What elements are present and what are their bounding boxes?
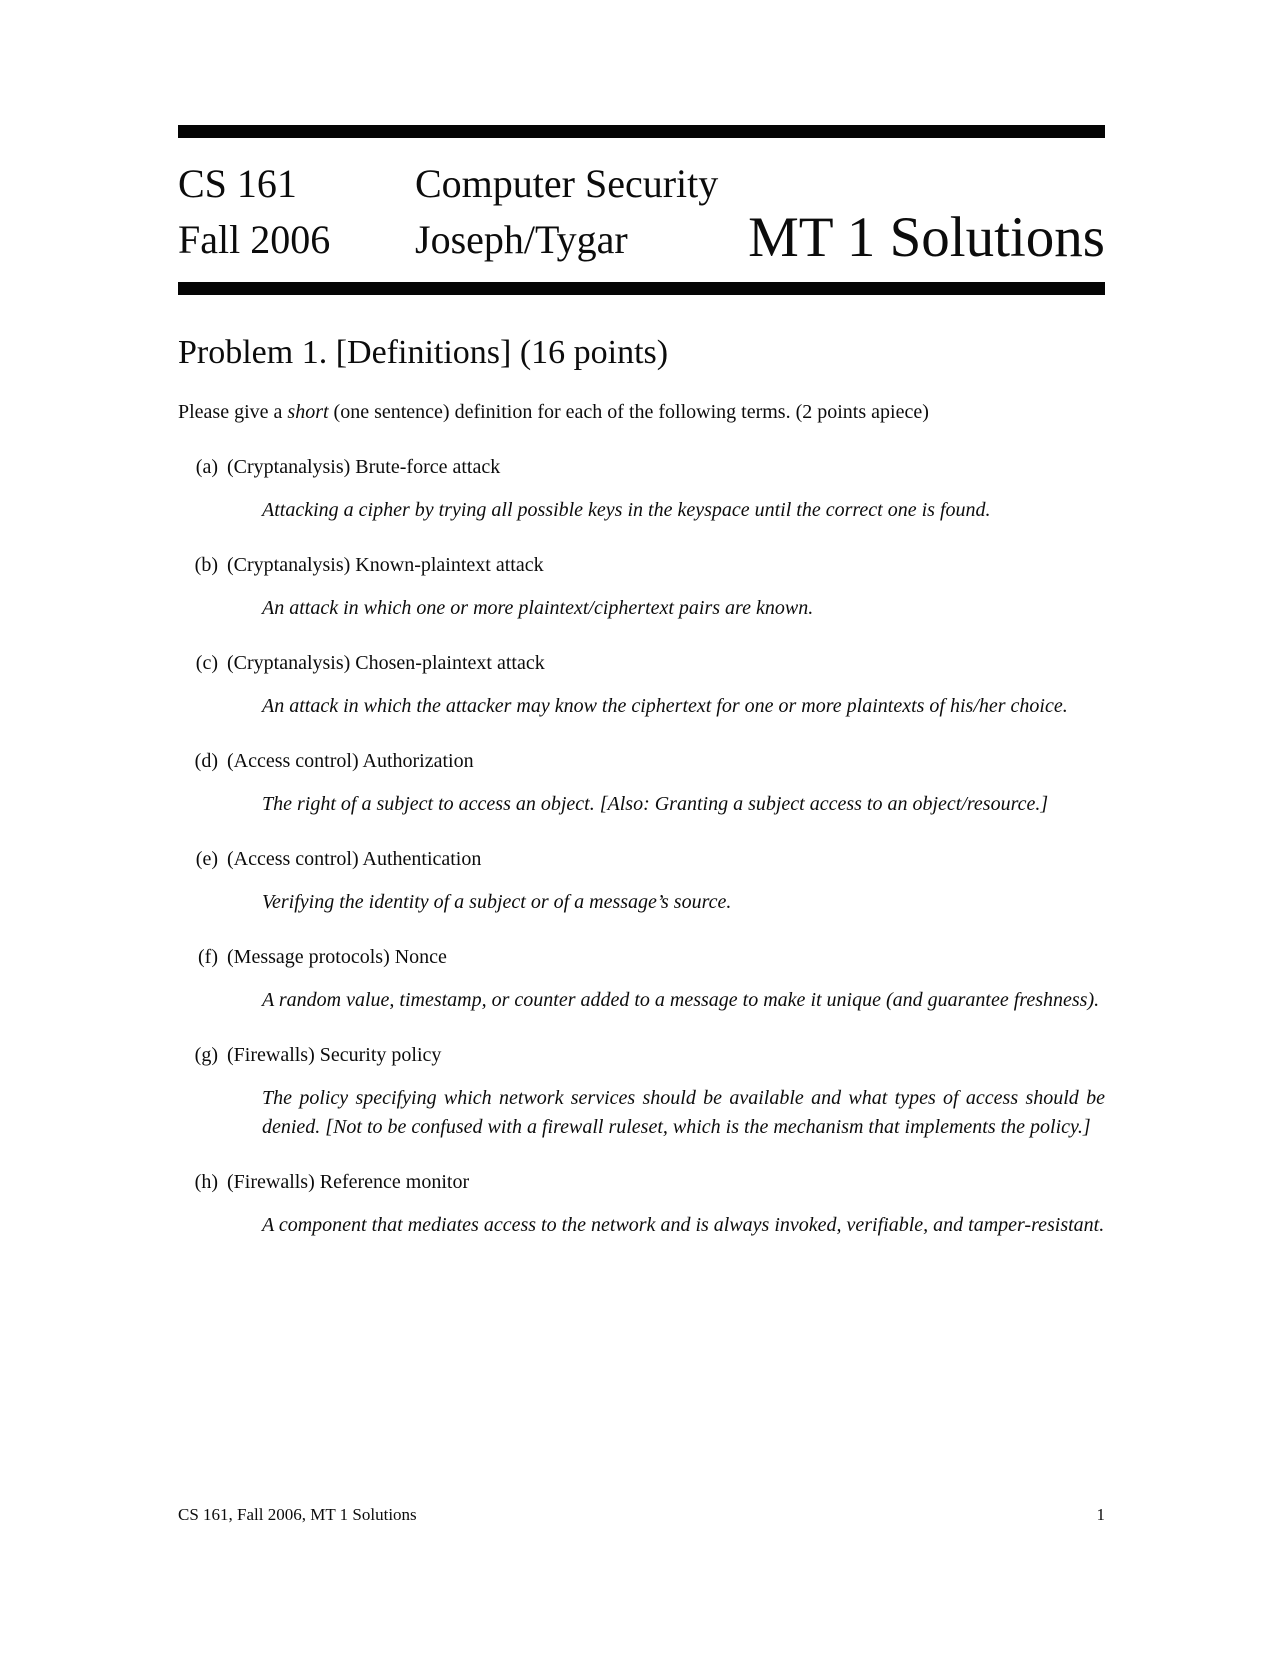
- definition-item-f: [178, 943, 1105, 1015]
- item-answer: The right of a subject to access an object. [Also: Granting a subject access to an object/resource.]: [262, 793, 1049, 815]
- course-term: Fall 2006: [178, 217, 331, 262]
- item-answer: A random value, timestamp, or counter added to a message to make it unique (and guarantee freshness).: [262, 989, 1100, 1011]
- intro-prefix: Please give a: [178, 401, 288, 423]
- item-answer: An attack in which the attacker may know the ciphertext for one or more plaintexts of his/her choice.: [262, 695, 1068, 717]
- intro-emphasis: short: [287, 401, 329, 423]
- definition-item-e: [178, 845, 1105, 917]
- item-label: (g): [194, 1044, 218, 1066]
- page-footer: [178, 1504, 1105, 1526]
- item-answer: Attacking a cipher by trying all possible keys in the keyspace until the correct one is found.: [262, 499, 991, 521]
- definition-item-b: [178, 551, 1105, 623]
- item-term: (Cryptanalysis) Chosen-plaintext attack: [227, 652, 545, 674]
- definition-item-c: [178, 649, 1105, 721]
- item-term: (Firewalls) Security policy: [227, 1044, 442, 1066]
- item-term: (Cryptanalysis) Brute-force attack: [227, 456, 501, 478]
- course-instructors: Joseph/Tygar: [415, 217, 628, 262]
- definition-item-g: [178, 1041, 1105, 1142]
- item-label: (b): [194, 554, 218, 576]
- item-label: (f): [198, 946, 218, 968]
- course-code: CS 161: [178, 161, 297, 206]
- definition-item-a: [178, 453, 1105, 525]
- term-row: [178, 845, 1105, 874]
- intro-suffix: (one sentence) definition for each of the following terms. (2 points apiece): [328, 401, 929, 423]
- definition-item-d: [178, 747, 1105, 819]
- item-answer: The policy specifying which network services should be available and what types of access should be denied. [Not to be confused with a firewall ruleset, which is the mechanism that implements the policy.]: [262, 1087, 1105, 1138]
- document-header: [178, 156, 1105, 268]
- item-answer: Verifying the identity of a subject or of a message’s source.: [262, 891, 732, 913]
- term-row: [178, 649, 1105, 678]
- item-term: (Firewalls) Reference monitor: [227, 1171, 470, 1193]
- item-label: (h): [194, 1171, 218, 1193]
- definition-item-h: [178, 1168, 1105, 1240]
- header-top-rule: [178, 125, 1105, 138]
- item-label: (e): [195, 848, 218, 870]
- document-title: MT 1 Solutions: [748, 206, 1105, 269]
- term-row: [178, 1168, 1105, 1197]
- item-term: (Access control) Authentication: [227, 848, 482, 870]
- course-block: [178, 156, 415, 268]
- page-content: [178, 125, 1105, 1240]
- course-info-block: [415, 156, 718, 268]
- term-row: [178, 1041, 1105, 1070]
- item-label: (c): [195, 652, 218, 674]
- term-row: [178, 943, 1105, 972]
- item-label: (d): [194, 750, 218, 772]
- header-bottom-rule: [178, 282, 1105, 295]
- footer-running-title: CS 161, Fall 2006, MT 1 Solutions: [178, 1505, 417, 1524]
- term-row: [178, 453, 1105, 482]
- item-label: (a): [195, 456, 218, 478]
- problem-intro: [178, 398, 1105, 427]
- page-number: 1: [1096, 1505, 1105, 1524]
- term-row: [178, 747, 1105, 776]
- item-term: (Message protocols) Nonce: [227, 946, 447, 968]
- item-term: (Cryptanalysis) Known-plaintext attack: [227, 554, 544, 576]
- problem-heading: Problem 1. [Definitions] (16 points): [178, 334, 669, 371]
- item-answer: A component that mediates access to the network and is always invoked, verifiable, and tamper-resistant.: [262, 1214, 1105, 1236]
- item-answer: An attack in which one or more plaintext/ciphertext pairs are known.: [262, 597, 814, 619]
- term-row: [178, 551, 1105, 580]
- item-term: (Access control) Authorization: [227, 750, 474, 772]
- course-title: Computer Security: [415, 161, 719, 206]
